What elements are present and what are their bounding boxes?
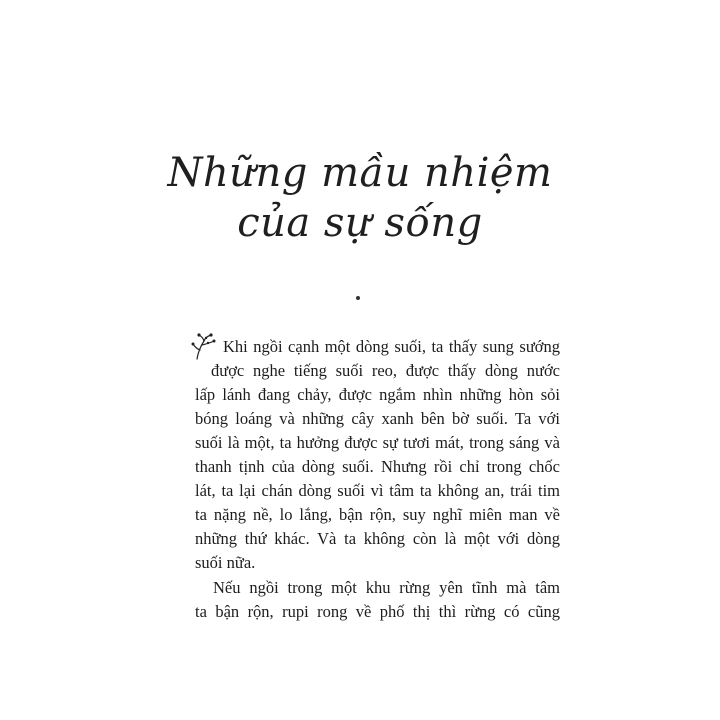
text-line: Khi ngồi cạnh một dòng suối, ta thấy sung sướng bbox=[223, 337, 560, 356]
chapter-title-line-1: Những mầu nhiệm bbox=[167, 150, 553, 196]
text-line: được nghe tiếng suối reo, được thấy dòng nước bbox=[211, 361, 560, 380]
text-line: thanh tịnh của dòng suối. Nhưng rồi chỉ trong chốc bbox=[195, 457, 560, 476]
text-line: lát, ta lại chán dòng suối vì tâm ta không an, trái tim bbox=[195, 481, 560, 500]
text-line: những thứ khác. Và ta không còn là một với dòng bbox=[195, 529, 560, 548]
text-line: suối là một, ta hưởng được sự tươi mát, trong sáng và bbox=[195, 433, 560, 452]
divider-dot bbox=[356, 296, 360, 300]
flower-sprig-icon bbox=[189, 331, 217, 361]
text-line: bóng loáng và những cây xanh bên bờ suối. Ta với bbox=[195, 409, 560, 428]
text-line: Nếu ngồi trong một khu rừng yên tĩnh mà tâm bbox=[213, 578, 560, 597]
chapter-title-line-2: của sự sống bbox=[237, 200, 483, 246]
text-line: suối nữa. bbox=[195, 553, 256, 572]
text-line: ta bận rộn, rupi rong về phố thị thì rừng có cũng bbox=[195, 602, 560, 621]
text-line: ta nặng nề, lo lắng, bận rộn, suy nghĩ miên man về bbox=[195, 505, 560, 524]
text-line: lấp lánh đang chảy, được ngắm nhìn những hòn sỏi bbox=[195, 385, 560, 404]
